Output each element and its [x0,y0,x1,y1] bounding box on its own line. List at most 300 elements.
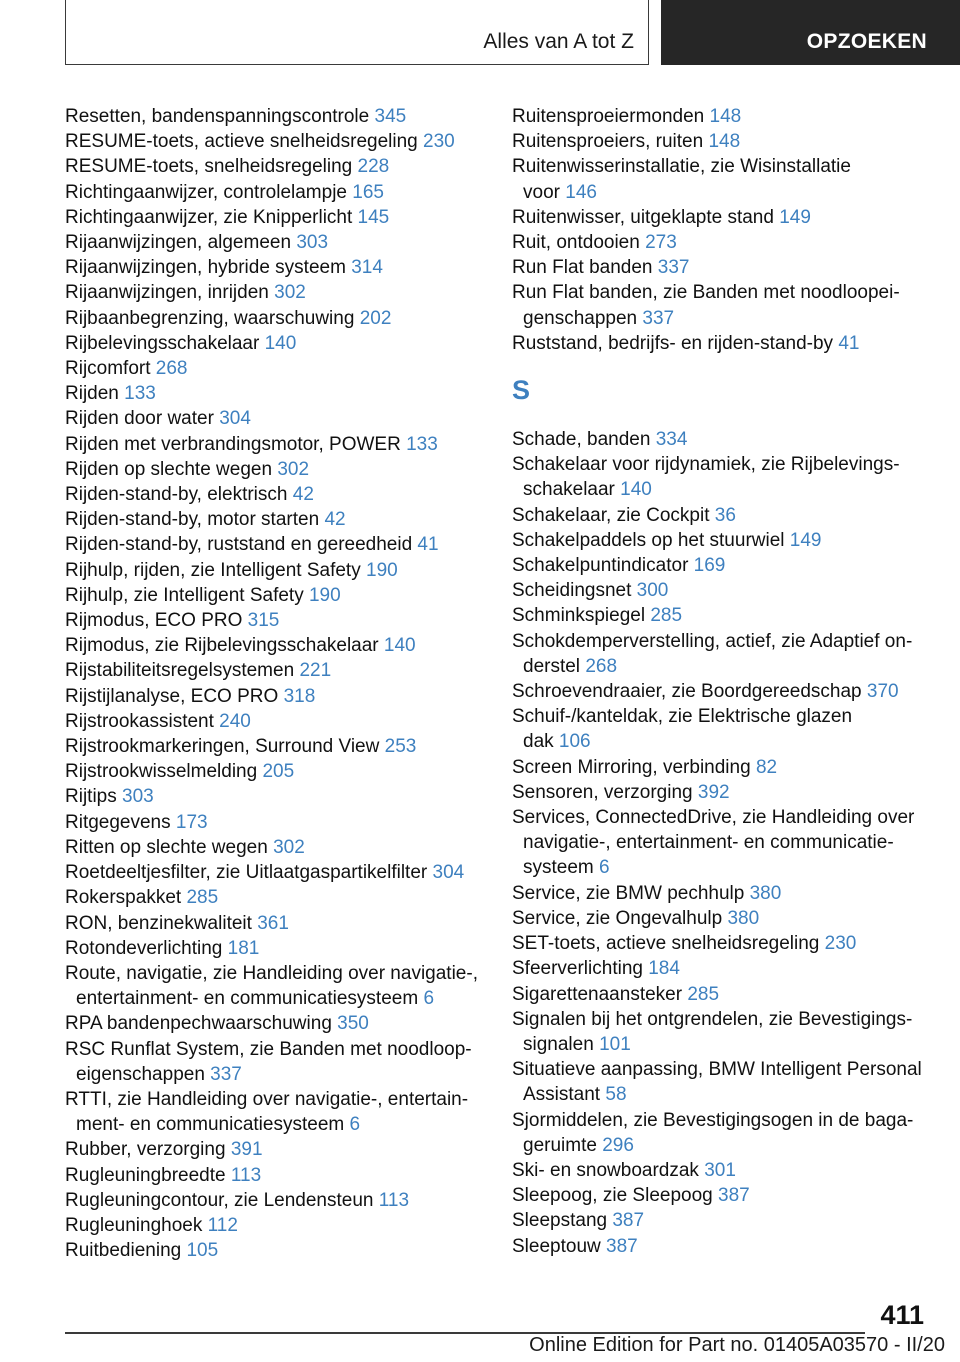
index-entry [512,230,932,255]
page-link[interactable]: 42 [324,509,346,531]
entry-text [512,906,932,931]
entry-term: Rijden op slechte wegen [65,458,273,480]
index-entry [65,1087,485,1137]
entry-term: Richtingaanwijzer, zie Knipperlicht [65,206,353,228]
entry-text [65,684,485,709]
entry-term: Rijmodus, ECO PRO [65,610,243,632]
index-entry [65,356,485,381]
page-link[interactable]: 334 [655,429,688,451]
entry-term: ment- en communicatiesysteem [76,1114,345,1136]
entry-text [512,503,932,528]
entry-text [65,558,485,583]
entry-text [512,855,932,880]
page-link[interactable]: 36 [714,504,736,526]
page-link[interactable]: 350 [337,1013,369,1035]
page-link[interactable]: 302 [273,836,305,858]
entry-term: Rijaanwijzingen, hybride systeem [65,257,346,279]
index-entry [512,104,932,129]
entry-text [512,180,932,205]
entry-term: Rugleuningbreedte [65,1164,226,1186]
index-entry [65,885,485,910]
entry-text [65,658,485,683]
index-entry [512,553,932,578]
entry-term: derstel [523,655,581,677]
page-link[interactable]: 337 [642,307,675,329]
page-link[interactable]: 105 [186,1240,219,1262]
index-entry [65,759,485,784]
entry-text [512,452,932,477]
entry-term: Schakelpuntindicator [512,555,689,577]
entry-text [512,729,932,754]
page-link[interactable]: 140 [383,635,416,657]
entry-text [65,1112,485,1137]
page-link[interactable]: 302 [277,458,310,480]
entry-term: Schade, banden [512,429,651,451]
page-link[interactable]: 273 [645,232,677,254]
index-entry [512,154,932,204]
entry-term: Sleeptouw [512,1235,601,1257]
entry-text [512,104,932,129]
index-entry [512,205,932,230]
entry-text [65,810,485,835]
entry-text [65,1037,485,1062]
page-link[interactable]: 387 [718,1185,750,1207]
entry-text [512,1108,932,1133]
entry-text [65,381,485,406]
entry-text [65,633,485,658]
entry-term: Rijcomfort [65,358,151,380]
index-entry [512,129,932,154]
index-entry [65,432,485,457]
page-link[interactable]: 146 [565,181,597,203]
entry-term: RSC Runflat System, zie Banden met noodloop- [65,1038,472,1060]
page-link[interactable]: 303 [122,786,154,808]
entry-text [65,482,485,507]
entry-term: signalen [523,1033,594,1055]
entry-term: Schokdemperverstelling, actief, zie Adaptief on- [512,630,913,652]
entry-term: navigatie-, entertainment- en communicatie- [523,832,894,854]
page-link[interactable]: 230 [423,131,455,153]
entry-term: Rotondeverlichting [65,937,223,959]
index-entry [65,255,485,280]
page-link[interactable]: 173 [175,811,208,833]
entry-text [512,1007,932,1032]
page-link[interactable]: 300 [636,580,669,602]
entry-text [65,180,485,205]
entry-term: Ruitenwisser, uitgeklapte stand [512,206,774,228]
page-link[interactable]: 380 [727,907,760,929]
entry-text [65,154,485,179]
opzoeken-label: OPZOEKEN [806,30,927,53]
index-entry [512,629,932,679]
entry-text [512,427,932,452]
page-link[interactable]: 230 [824,933,857,955]
entry-term: Ruststand, bedrijfs- en rijden-stand-by [512,332,834,354]
entry-text [65,532,485,557]
page-link[interactable]: 302 [274,282,306,304]
index-entry [512,503,932,528]
entry-term: Assistant [523,1084,601,1106]
index-group-s [512,427,932,1259]
index-entry [65,633,485,658]
entry-text [65,306,485,331]
entry-text [65,280,485,305]
entry-term: Rijden door water [65,408,214,430]
page-link[interactable]: 253 [384,736,417,758]
entry-text [512,755,932,780]
entry-term: eigenschappen [76,1063,205,1085]
entry-term: Scheidingsnet [512,580,632,602]
index-entry [512,1007,932,1057]
entry-term: Ruitensproeiers, ruiten [512,131,704,153]
page-link[interactable]: 149 [779,206,811,228]
page-link[interactable]: 345 [374,106,407,127]
entry-text [512,830,932,855]
entry-text [65,986,485,1011]
index-entry [512,452,932,502]
page-link[interactable]: 112 [207,1214,238,1236]
entry-term: Resetten, bandenspanningscontrole [65,106,370,127]
entry-text [65,608,485,633]
index-entry [65,532,485,557]
section-letter: S [512,375,531,406]
entry-term: Richtingaanwijzer, controlelampje [65,181,347,203]
entry-text [512,578,932,603]
edition-footer: Online Edition for Part no. 01405A03570 - II/20 [529,1334,945,1356]
page-link[interactable]: 58 [605,1084,627,1106]
page-link[interactable]: 337 [210,1063,242,1085]
entry-text [512,205,932,230]
entry-term: Sjormiddelen, zie Bevestigingsogen in de baga- [512,1109,914,1131]
entry-term: Rugleuningcontour, zie Lendensteun [65,1189,374,1211]
index-entry [65,784,485,809]
entry-text [65,1238,485,1263]
entry-text [512,154,932,179]
entry-term: Sensoren, verzorging [512,781,693,803]
page-link[interactable]: 285 [186,887,219,909]
entry-text [512,654,932,679]
entry-text [512,477,932,502]
entry-term: Rijstabiliteitsregelsystemen [65,660,295,682]
page-link[interactable]: 315 [247,610,280,632]
entry-term: Screen Mirroring, verbinding [512,756,751,778]
page-link[interactable]: 133 [124,383,156,405]
page-link[interactable]: 303 [296,232,329,254]
page-link[interactable]: 337 [657,257,690,279]
entry-term: Rijhulp, zie Intelligent Safety [65,584,304,606]
entry-term: Ruitbediening [65,1240,182,1262]
entry-term: Rijbaanbegrenzing, waarschuwing [65,307,355,329]
index-entry [512,704,932,754]
index-entry [512,255,932,280]
entry-term: Sigarettenaansteker [512,983,683,1005]
page-link[interactable]: 304 [432,862,465,884]
page-link[interactable]: 82 [755,756,778,778]
entry-term: systeem [523,857,594,879]
entry-text [512,306,932,331]
entry-text [65,734,485,759]
entry-term: Rugleuninghoek [65,1214,203,1236]
entry-term: Rijhulp, rijden, zie Intelligent Safety [65,559,361,581]
entry-term: Rijden [65,383,119,405]
entry-term: Rokerspakket [65,887,182,909]
entry-text [512,1234,932,1259]
index-entry [65,558,485,583]
entry-term: genschappen [523,307,638,329]
index-entry [512,956,932,981]
index-entry [65,129,485,154]
entry-term: Schakelpaddels op het stuurwiel [512,529,785,551]
index-entry [512,1208,932,1233]
entry-term: Schroevendraaier, zie Boordgereedschap [512,681,862,703]
index-entry [65,457,485,482]
index-entry [65,1238,485,1263]
entry-text [512,956,932,981]
index-entry [512,805,932,881]
section-title: Alles van A tot Z [483,30,634,53]
entry-term: Schminkspiegel [512,605,646,627]
page-link[interactable]: 165 [352,181,384,203]
page-link[interactable]: 205 [262,761,295,783]
entry-text [512,280,932,305]
entry-text [65,1087,485,1112]
page-link[interactable]: 268 [585,655,618,677]
page-link[interactable]: 318 [283,685,316,707]
page-link[interactable]: 148 [708,131,741,153]
page-link[interactable]: 387 [606,1235,638,1257]
entry-text [512,1158,932,1183]
entry-term: Situatieve aanpassing, BMW Intelligent Personal [512,1059,922,1081]
page-number: 411 [880,1300,924,1330]
index-entry [65,608,485,633]
entry-term: Roetdeeltjesfilter, zie Uitlaatgaspartikelfilter [65,862,428,884]
entry-text [65,457,485,482]
entry-term: Service, zie Ongevalhulp [512,907,723,929]
entry-text [65,961,485,986]
entry-text [512,629,932,654]
page-link[interactable]: 145 [357,206,390,228]
entry-text [512,553,932,578]
index-entry [512,906,932,931]
index-entry [65,406,485,431]
page-link[interactable]: 301 [704,1159,736,1181]
page-link[interactable]: 314 [351,257,383,279]
entry-term: Sfeerverlichting [512,958,643,980]
page-link[interactable]: 202 [359,307,392,329]
index-entry [512,931,932,956]
page-link[interactable]: 101 [599,1033,631,1055]
entry-text [65,860,485,885]
index-entry [512,1057,932,1107]
entry-text [512,230,932,255]
page-link[interactable]: 190 [308,584,341,606]
entry-term: Rijden-stand-by, motor starten [65,509,320,531]
page-link[interactable]: 285 [687,983,720,1005]
entry-text [65,1188,485,1213]
page-link[interactable]: 184 [648,958,680,980]
entry-text [65,835,485,860]
page-link[interactable]: 106 [558,731,591,753]
index-entry [65,1037,485,1087]
entry-text [65,104,485,129]
index-entry [65,230,485,255]
entry-text [65,1011,485,1036]
page-link[interactable]: 169 [693,555,726,577]
index-entry [65,835,485,860]
entry-term: SET-toets, actieve snelheidsregeling [512,933,820,955]
entry-term: Sleepstang [512,1210,608,1232]
page-link[interactable]: 181 [227,937,260,959]
entry-term: dak [523,731,554,753]
page-link[interactable]: 221 [299,660,332,682]
page-link[interactable]: 296 [602,1134,634,1156]
index-entry [65,306,485,331]
page-link[interactable]: 148 [709,106,742,127]
index-entry [65,734,485,759]
entry-term: geruimte [523,1134,597,1156]
entry-text [65,583,485,608]
entry-term: entertainment- en communicatiesysteem [76,988,419,1010]
index-entry [512,881,932,906]
page-link[interactable]: 190 [366,559,398,581]
entry-term: Schakelaar, zie Cockpit [512,504,710,526]
entry-text [65,331,485,356]
entry-term: Rijaanwijzingen, algemeen [65,232,292,254]
entry-term: Rijden met verbrandingsmotor, POWER [65,433,401,455]
index-entry [512,427,932,452]
index-entry [65,180,485,205]
entry-term: Run Flat banden, zie Banden met noodloopei- [512,282,900,304]
entry-text [512,805,932,830]
entry-text [65,129,485,154]
page-link[interactable]: 391 [230,1139,263,1161]
entry-text [65,911,485,936]
page-link[interactable]: 140 [620,479,652,501]
entry-text [512,1082,932,1107]
entry-term: Rijden-stand-by, elektrisch [65,484,288,506]
index-entry [65,1163,485,1188]
page-link[interactable]: 6 [349,1114,361,1136]
page-link[interactable]: 380 [749,882,782,904]
index-entry [512,780,932,805]
entry-term: RON, benzinekwaliteit [65,912,252,934]
entry-term: Service, zie BMW pechhulp [512,882,745,904]
page-link[interactable]: 240 [219,710,251,732]
index-entry [65,936,485,961]
entry-text [512,1208,932,1233]
page-link[interactable]: 133 [406,433,438,455]
page-link[interactable]: 41 [417,534,439,556]
page-link[interactable]: 113 [230,1164,262,1186]
page-link[interactable]: 6 [599,857,610,879]
index-entry [512,679,932,704]
entry-text [65,784,485,809]
entry-term: RESUME-toets, snelheidsregeling [65,156,353,178]
entry-term: Rijstijlanalyse, ECO PRO [65,685,279,707]
entry-text [512,129,932,154]
entry-term: Ruitenwisserinstallatie, zie Wisinstallatie [512,156,851,178]
index-entry [65,205,485,230]
entry-term: Ski- en snowboardzak [512,1159,699,1181]
entry-term: Rijtips [65,786,117,808]
page-link[interactable]: 285 [650,605,683,627]
page-link[interactable]: 268 [155,358,188,380]
page-link[interactable]: 304 [219,408,251,430]
page-link[interactable]: 149 [789,529,822,551]
index-entry [512,755,932,780]
page-link[interactable]: 392 [697,781,730,803]
opzoeken-tab[interactable] [661,0,960,65]
page-link[interactable]: 387 [612,1210,645,1232]
entry-term: Ritgegevens [65,811,171,833]
entry-term: schakelaar [523,479,615,501]
index-entry [512,1234,932,1259]
entry-text [65,885,485,910]
entry-term: Rijden-stand-by, ruststand en gereedheid [65,534,413,556]
index-entry [65,911,485,936]
index-entry [65,1188,485,1213]
index-entry [512,603,932,628]
index-entry [65,507,485,532]
index-entry [65,381,485,406]
entry-term: Rijbelevingsschakelaar [65,332,260,354]
index-entry [65,1011,485,1036]
entry-term: Rubber, verzorging [65,1139,226,1161]
entry-term: Schakelaar voor rijdynamiek, zie Rijbelevings- [512,454,900,476]
index-entry [65,104,485,129]
index-entry [65,583,485,608]
index-entry [512,982,932,1007]
section-tab [65,0,649,65]
entry-term: RPA bandenpechwaarschuwing [65,1013,332,1035]
entry-text [512,1133,932,1158]
page-link[interactable]: 6 [423,988,435,1010]
entry-term: Route, navigatie, zie Handleiding over navigatie-, [65,962,478,984]
entry-term: Signalen bij het ontgrendelen, zie Bevestigings- [512,1008,913,1030]
page-link[interactable]: 228 [357,156,390,178]
index-column-right [512,104,932,1259]
index-entry [65,709,485,734]
entry-term: Ruitensproeiermonden [512,106,705,127]
index-entry [65,961,485,1011]
page-link[interactable]: 41 [838,332,860,354]
page-link[interactable]: 42 [292,484,314,506]
entry-term: voor [523,181,560,203]
index-entry [512,1108,932,1158]
page-link[interactable]: 361 [257,912,289,934]
entry-term: Services, ConnectedDrive, zie Handleiding over [512,807,915,829]
index-entry [65,684,485,709]
index-entry [65,331,485,356]
entry-text [65,1062,485,1087]
entry-term: Rijstrookassistent [65,710,214,732]
page-link[interactable]: 370 [866,681,899,703]
index-entry [65,658,485,683]
entry-text [512,255,932,280]
page-link[interactable]: 140 [264,332,297,354]
entry-text [512,982,932,1007]
entry-text [512,1183,932,1208]
page-link[interactable]: 113 [378,1189,410,1211]
entry-text [65,432,485,457]
entry-text [65,1163,485,1188]
index-entry [65,1213,485,1238]
entry-text [512,1032,932,1057]
entry-text [512,679,932,704]
entry-term: Rijaanwijzingen, inrijden [65,282,269,304]
entry-term: Rijstrookmarkeringen, Surround View [65,736,380,758]
entry-text [65,759,485,784]
